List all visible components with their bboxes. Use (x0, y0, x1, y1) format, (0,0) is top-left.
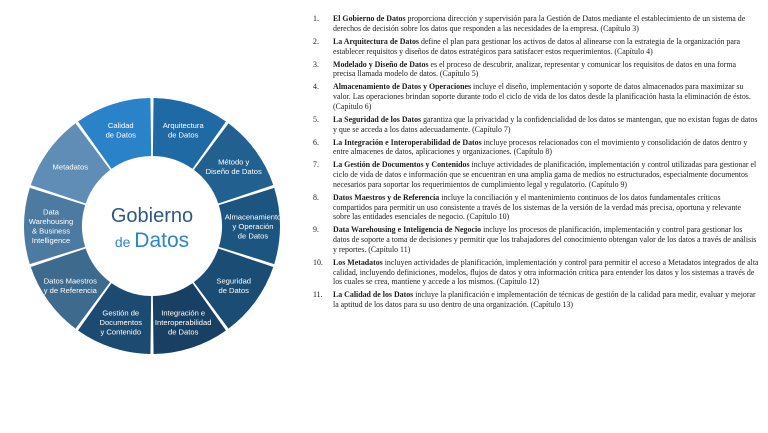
wheel-diagram (0, 0, 300, 433)
list-item-term: La Integración e Interoperabilidad de Datos (333, 137, 482, 147)
list-item (313, 290, 760, 309)
list-item-number: 4. (313, 82, 319, 92)
list-item-number: 11. (313, 290, 323, 300)
list-item-description: define el plan para gestionar los activos de datos al alinearse con la estrategia de la organización para establecer requisitos y diseños de datos estratégicos para satisfacer estos requerimientos. (Capítulo 4) (333, 36, 741, 56)
list-item-term: Modelado y Diseño de Datos (333, 59, 429, 69)
list-item-term: La Arquitectura de Datos (333, 36, 419, 46)
center-title-line1: Gobierno (110, 205, 194, 227)
list-item (313, 258, 760, 287)
list-item-term: La Gestión de Documentos y Contenidos (333, 160, 470, 170)
wheel-segment-label: Calidad de Datos (105, 120, 136, 140)
data-governance-wheel (0, 0, 300, 433)
list-item (313, 160, 760, 189)
list-item-term: Los Metadatos (333, 257, 383, 267)
list-item-number: 7. (313, 160, 319, 170)
wheel-segment-label: Datos Maestros y de Referencia (43, 276, 97, 295)
list-item-term: La Seguridad de los Datos (333, 114, 422, 124)
list-item (313, 14, 760, 33)
center-title-main: Datos (134, 229, 190, 252)
list-item-description: incluye actividades de planificación, implementación y control utilizadas para gestionar el ciclo de vida de datos e información que se encuentran en una amplia gama de medios no estructurados, especialmente documentos necesarios para soportar los requerimientos de cumplimiento legal y regulatorio. (Capítulo 9) (333, 160, 757, 189)
list-item-description: proporciona dirección y supervisión para la Gestión de Datos mediante el establecimiento de un sistema de derechos de decisión sobre los datos que responden a las necesidades de la empresa. (Capítulo 3) (333, 14, 746, 33)
list-item-number: 9. (313, 225, 319, 235)
wheel-segment-label: Integración e Interoperabilidad de Datos (154, 308, 212, 337)
list-item-description: incluye los procesos de planificación, implementación y control para gestionar los datos de soporte a toma de decisiones y permitir que los trabajadores del conocimiento obtengan valor de los datos a través de análisis y reportes. (Capítulo 11) (333, 225, 757, 254)
list-item (313, 115, 760, 134)
list-item-description: incluye la conciliación y el mantenimiento continuos de los datos fundamentales críticos compartidos para permitir un uso consistente a través de los sistemas de la versión de la verdad más precisa, oportuna y relevante sobre las entidades esenciales de negocio. (Capítulo 10) (333, 192, 741, 222)
wheel-segment-label: Método y Diseño de Datos (205, 157, 262, 177)
list-item-number: 1. (313, 14, 319, 23)
list-item-term: Data Warehousing e Inteligencia de Negocio (333, 225, 482, 235)
list-item-term: Almacenamiento de Datos y Operaciones (333, 82, 472, 92)
wheel-segment-label: Arquitectura de Datos (162, 120, 204, 140)
list-item-description: incluye procesos relacionados con el movimiento y consolidación de datos dentro y entre almacenes de datos, aplicaciones y organizaciones. (Capítulo 8) (333, 137, 748, 157)
wheel-segment-label: Data Warehousing & Business Intelligence (28, 207, 74, 246)
list-item-term: El Gobierno de Datos (333, 14, 406, 23)
list-item (313, 37, 760, 56)
list-item-term: La Calidad de los Datos (333, 290, 414, 300)
list-item-term: Datos Maestros y de Referencia (333, 192, 440, 202)
list-item (313, 138, 760, 157)
list-item (313, 82, 760, 111)
list-item-description: incluye la planificación e implementación de técnicas de gestión de la calidad para medir, evaluar y mejorar la aptitud de los datos para su uso dentro de una organización. (Capítulo 13) (333, 290, 756, 310)
wheel-segment-label: Gestión de Documentos y Contenido (99, 308, 143, 337)
wheel-segment-label: Metadatos (52, 162, 89, 172)
list-item-number: 6. (313, 137, 319, 147)
list-item-number: 3. (313, 59, 319, 69)
list-item (313, 193, 760, 222)
list-item-number: 5. (313, 114, 319, 124)
list-item-description: incluye el diseño, implementación y soporte de datos almacenados para maximizar su valor. Las operaciones brindan soporte durante todo el ciclo de vida de los datos desde la planificación hasta la eliminación de éstos. (Capítulo 6) (333, 82, 751, 111)
list-item-number: 2. (313, 36, 319, 46)
list-item-description: es el proceso de descubrir, analizar, representar y comunicar los requisitos de datos en una forma precisa llamada modelo de datos. (Capítulo 5) (333, 59, 736, 79)
list-item-number: 8. (313, 192, 319, 202)
list-item-description: garantiza que la privacidad y la confidencialidad de los datos se mantengan, que no existan fugas de datos y que se acceda a los datos adecuadamente. (Capítulo 7) (333, 114, 758, 134)
list-item (313, 60, 760, 79)
knowledge-area-list (313, 14, 760, 313)
list-item (313, 225, 760, 254)
list-item-description: incluyen actividades de planificación, implementación y control para permitir el acceso a Metadatos integrados de alta calidad, incluyendo definiciones, modelos, flujos de datos y otra información crítica para entender los datos y los sistemas a través de los cuales se crea, mantiene y accede a los mismos. (Capítulo 12) (333, 257, 759, 287)
list-item-number: 10. (313, 257, 323, 267)
wheel-segment-label: Almacenamiento y Operación de Datos (224, 212, 282, 241)
center-title-prefix: de (114, 234, 135, 250)
wheel-segment-label: Seguridad de Datos (216, 276, 252, 295)
